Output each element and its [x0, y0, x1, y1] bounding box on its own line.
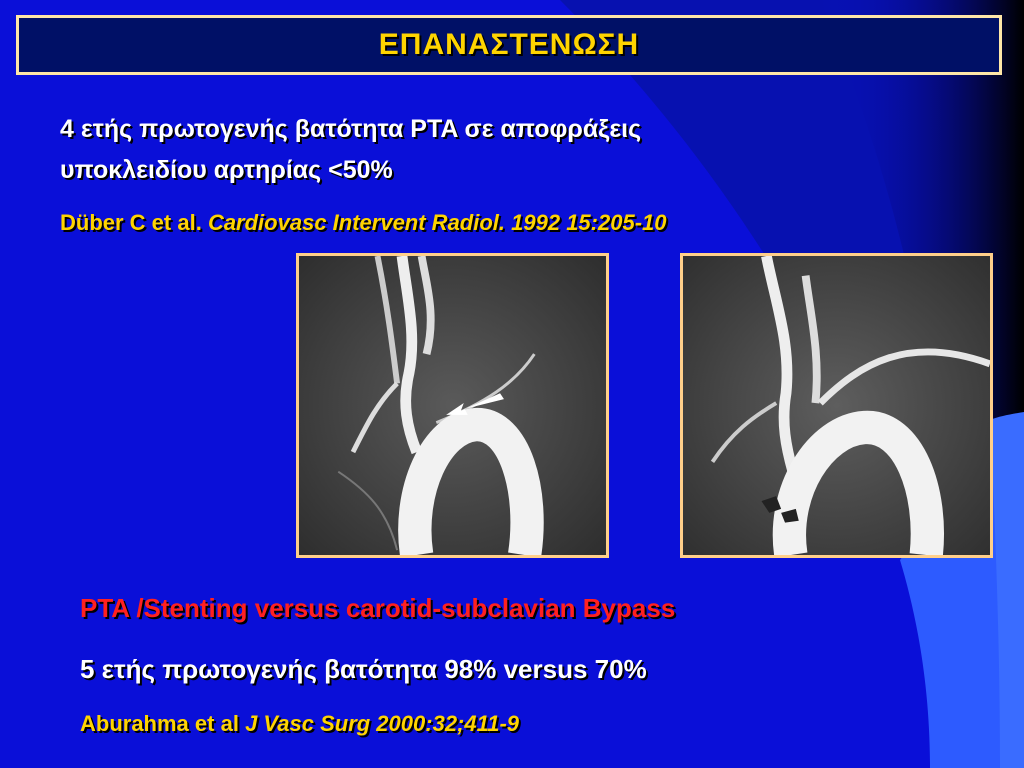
study2-ref-journal: J Vasc Surg 2000:32;411-9: [245, 711, 520, 736]
study2-reference: [80, 711, 519, 737]
study2-headline: PTA /Stenting versus carotid-subclavian Bypass: [80, 593, 676, 623]
study2-result: 5 ετής πρωτογενής βατότητα 98% versus 70%: [80, 654, 647, 684]
angiogram-before-stent: [296, 253, 609, 558]
study1-ref-journal: Cardiovasc Intervent Radiol. 1992 15:205-10: [207, 210, 667, 235]
slide-title: ΕΠΑΝΑΣΤΕΝΩΣΗ: [378, 28, 640, 61]
angiogram-after-stent: [680, 253, 993, 558]
study1-line2: υποκλειδίου αρτηρίας <50%: [60, 156, 393, 184]
study2-ref-authors: Aburahma et al: [80, 711, 239, 736]
study1-ref-authors: Düber C et al.: [60, 210, 202, 235]
study1-reference: [60, 210, 667, 236]
title-bar: [16, 15, 1002, 75]
study1-line1: 4 ετής πρωτογενής βατότητα PTA σε αποφράξεις: [60, 115, 642, 143]
